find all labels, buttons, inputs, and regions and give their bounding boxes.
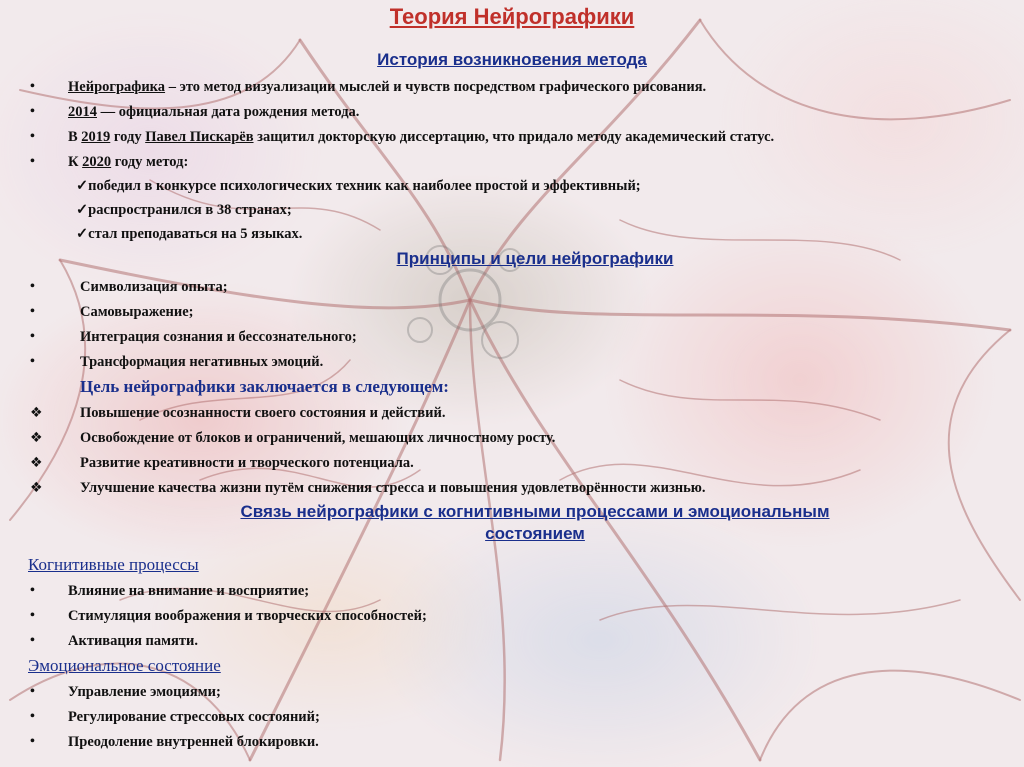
- page-title: Теория Нейрографики: [389, 4, 635, 29]
- bullet-icon: •: [30, 734, 35, 749]
- principle-item: Трансформация негативных эмоций.: [80, 354, 324, 370]
- birth-date-text: — официальная дата рождения метода.: [97, 104, 360, 120]
- history-2020: [68, 154, 188, 171]
- definition-text: – это метод визуализации мыслей и чувств посредством графического рисования.: [165, 79, 707, 95]
- history-birth-date: [68, 104, 359, 121]
- author-name: Павел Пискарёв: [145, 129, 254, 145]
- bullet-icon: •: [30, 684, 35, 699]
- goal-item: Развитие креативности и творческого потенциала.: [80, 455, 414, 471]
- text-segment: В: [68, 129, 82, 145]
- diamond-bullet-icon: ❖: [30, 405, 43, 421]
- bullet-icon: •: [30, 304, 35, 319]
- check-item: ✓распространился в 38 странах;: [76, 202, 292, 218]
- text-segment: К: [68, 154, 83, 170]
- history-heading: История возникновения метода: [377, 50, 647, 69]
- diamond-bullet-icon: ❖: [30, 455, 43, 471]
- text-segment: году: [110, 129, 146, 145]
- year-2020: 2020: [82, 154, 112, 170]
- bullet-icon: •: [30, 329, 35, 344]
- check-item: ✓стал преподаваться на 5 языках.: [76, 226, 303, 242]
- check-item: ✓победил в конкурсе психологических техник как наиболее простой и эффективный;: [76, 178, 641, 194]
- emotional-heading: Эмоциональное состояние: [28, 656, 221, 675]
- term-neurographics: Нейрографика: [68, 79, 166, 95]
- diamond-bullet-icon: ❖: [30, 430, 43, 446]
- emotional-item: Регулирование стрессовых состояний;: [68, 709, 320, 725]
- cognitive-item: Активация памяти.: [68, 633, 198, 649]
- bullet-icon: •: [30, 79, 35, 94]
- goal-item: Освобождение от блоков и ограничений, мешающих личностному росту.: [80, 430, 556, 446]
- principle-item: Символизация опыта;: [80, 279, 228, 295]
- history-definition: [68, 79, 706, 96]
- bullet-icon: •: [30, 104, 35, 119]
- bullet-icon: •: [30, 354, 35, 369]
- emotional-item: Преодоление внутренней блокировки.: [68, 734, 319, 750]
- cognitive-item: Стимуляция воображения и творческих способностей;: [68, 608, 427, 624]
- principle-item: Интеграция сознания и бессознательного;: [80, 329, 357, 345]
- goal-item: Улучшение качества жизни путём снижения стресса и повышения удовлетворённости жизнью.: [80, 480, 706, 496]
- history-dissertation: [68, 129, 774, 146]
- bullet-icon: •: [30, 279, 35, 294]
- text-segment: году метод:: [111, 154, 189, 170]
- connection-heading-line2: состоянием: [485, 524, 585, 543]
- text-segment: защитил докторскую диссертацию, что придало методу академический статус.: [253, 129, 775, 145]
- bullet-icon: •: [30, 583, 35, 598]
- connection-heading-line1: Связь нейрографики с когнитивными процессами и эмоциональным: [240, 502, 830, 521]
- bullet-icon: •: [30, 608, 35, 623]
- principle-item: Самовыражение;: [80, 304, 194, 320]
- goal-heading: Цель нейрографики заключается в следующем:: [80, 377, 449, 396]
- diamond-bullet-icon: ❖: [30, 480, 43, 496]
- bullet-icon: •: [30, 129, 35, 144]
- principles-heading: Принципы и цели нейрографики: [396, 249, 674, 268]
- emotional-item: Управление эмоциями;: [68, 684, 221, 700]
- year-2014: 2014: [68, 104, 97, 120]
- bullet-icon: •: [30, 709, 35, 724]
- bullet-icon: •: [30, 633, 35, 648]
- cognitive-item: Влияние на внимание и восприятие;: [68, 583, 310, 599]
- year-2019: 2019: [81, 129, 111, 145]
- cognitive-heading: Когнитивные процессы: [28, 555, 199, 574]
- goal-item: Повышение осознанности своего состояния и действий.: [80, 405, 446, 421]
- bullet-icon: •: [30, 154, 35, 169]
